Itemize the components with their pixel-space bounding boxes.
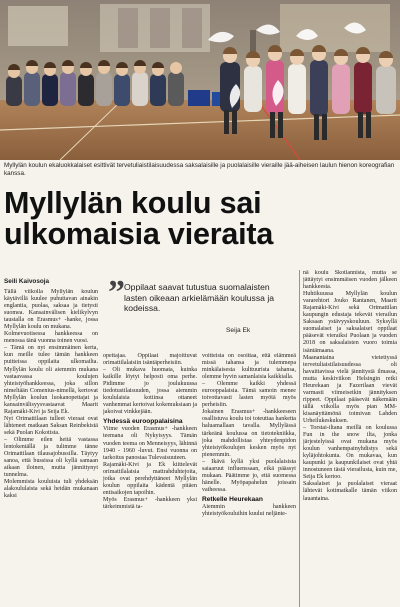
- paragraph: – Tämä on nyt ensimmäinen kerta, kun meille tulee tämän hankkeen puitteissa oppilaita ulkomailta. Myllylän koulu oli aiemmin mukana vastaavassa koulujen yhteistyöhankkeessa, joka sillon nimeltään Comenius-nimellä, kertovat Myllylän koulun luokanopettajat ja kansainvälisyysvastaavat Maarit Rajamäki-Kivi ja Seija Ek.: [4, 345, 98, 415]
- article-column-3: [202, 353, 296, 607]
- paragraph: opettajaa. Oppilaat majoittuvat orimattilalaisiin isäntäperheisiin.: [103, 353, 197, 367]
- paragraph: Nyt Orimattilaan tulleet vieraat ovat lähteneet matkaan Saksan Reinbekistä sekä Puolan Kokotista.: [4, 415, 98, 436]
- paragraph: Saksalaiset ja puolalaiset vieraat lähtevät kotimatkalle tämän viikon lauantaina.: [303, 481, 397, 502]
- paragraph: Myös Erasmus+ -hankkeen yksi tärkeimmistä ta-: [103, 496, 197, 510]
- paragraph: – Torstai-iltana meillä on koulussa Fun in the snow ilta, jonka järjestelyissä ovat mukana myös koulun vanhempainyhdistys sekä kyläjohtokunta. On mukavaa, kun kaupunki ja kaupunkilaiset ovat yhtä innostuneen tästä vierailusta, kuin me, Seija Ek kertoo.: [303, 425, 397, 481]
- paragraph: Kolmevuotisessa hankkeessa on menossa tänä vuonna toinen vuosi.: [4, 331, 98, 345]
- paragraph: – Oli mukava huomata, kuinka kaikille löytyi helposti oma perhe. Pidimme jo joulukuussa tiedotustilaisuuden, jossa aiemmin koululaisia kotiinsa ottaneet vanhemmat kertoivat kokemuksiaan ja jakoivat vinkkejään.: [103, 367, 197, 416]
- article-headline: Myllylän koulu sai ulkomaisia vieraita: [4, 186, 274, 251]
- paragraph: Molemmista kouluista tuli yhdeksän alakoululaista sekä heidän mukanaan kaksi: [4, 479, 98, 500]
- paragraph: Maanantaina vietettyssä tervetuliaistilaisuudessa oli havaittavissa vielä jännitystä ilmassa, mutta keskiviikon Helsingin retki Heurekaan ja Fazerilaan vievät varmasti viimeisetkin jännityksen rippeet. Oppilaat pääsevät näkemään tällä viikolla myös pian MM-kisanäyttämönä toimivan Lahden Urheilukeskuksen.: [303, 354, 397, 424]
- paragraph: Aiemmin hankkeen yhteistyökouluihin kuului neljänte-: [202, 503, 296, 517]
- paragraph: Rajamäki-Kivi ja Ek kiittelevät orimattilalaisia mattrahduhtejoita, jotka ovat perehdyttäneet Myllylän koulun oppilaita kädentä pitäen entisaikojen tapoihin.: [103, 461, 197, 496]
- column-divider: [299, 270, 300, 607]
- photo-caption: Myllylän koulun ekaluokkalaiset esittivät tervetuliaistilaisuudessa saksalaisille ja puolalaisille vieraille jää-aiheisen laulun hienon koreografian kanssa.: [4, 162, 395, 177]
- paragraph: Huhtikuussa Myllylän koulun vararehtori Jouko Rantanen, Maarit Rajamäki-Kivi sekä Orimattilan kaupungin edustaja tekevät vierailun Saksaan ystävyyskouluun. Syksyllä suomalaiset ja saksalaiset oppilaat pääsevät vieraiksi Puolaan ja vuoden 2018 on saksalaisten vuoro toimia isäntämaana.: [303, 291, 397, 354]
- pull-quote-author: Seija Ek: [226, 327, 251, 334]
- paragraph: Viime vuoden Erasmus+ -hankkeen teemana oli Nykyisyys. Tämän vuoden teema on Menneisyys, lähinnä 1940 - 1960 -luvut. Ensi vuonna on tarkoitus panostaa Tulevaisuuteen.: [103, 426, 197, 461]
- paragraph: Jokainen Erasmus+ -hankkeeseen osallistuva koulu toi toteuttaa hanketta haluamallaan tavalla. Myllylässä tärkeänä koulussa on tietotekniikka, joka mahdollistaa yhteydenpidon yhteistyökoulujen kesken myös nyt pienemmin.: [202, 409, 296, 458]
- article-byline: Seili Kaivosoja: [4, 278, 50, 285]
- article-column-4: [303, 270, 397, 607]
- paragraph: – Olemme kaikki yhdessä eurooppalaisia. Tämä samoin menee toivottavasti lasten myötä myös perheisiin.: [202, 381, 296, 409]
- article-photo: [0, 0, 400, 160]
- article-column-2: [103, 353, 197, 607]
- subheading: Retkelle Heurekaan: [202, 495, 263, 503]
- paragraph: voitteista on osoittaa, että elämmeä missä tahansa ja tulemmepa minkälaisesta kulttuurista tahansa, olemme hyvin samanlaisia kaikkialla.: [202, 353, 296, 381]
- paragraph: – Ikävä kyllä yksi puolalaisista saiaaruut influenssaan, eikä päässyt mukaan. Päätimme jo, että suomessa hänelle. Myöpapahelun joissain vaiheessa.: [202, 458, 296, 493]
- pull-quote-text: Oppilaat saavat tutustua suomalaisten lasten oikeaan arkielämään koulussa ja kodeissa.: [124, 282, 275, 314]
- paragraph: Tällä viikolla Myllylän koulun käytävillä kuulee puhuttavan ainakin englantia, puolaa, saksaa ja tietysti suomea. Kansainvälisen kielikylvyn taustalla on Erasmus+ -hanke, jossa Myllylän koulu on mukana.: [4, 289, 98, 331]
- paragraph: nä koulu Skotlannista, mutta se jättäytyi ensimmäisen vuoden jälkeen hankkeesta.: [303, 270, 397, 291]
- article-column-1: [4, 289, 98, 607]
- quote-mark-icon: ”: [108, 274, 125, 311]
- subheading: Yhdessä eurooppalaisina: [103, 418, 183, 426]
- paragraph: – Olimme eilen heitä vastassa lentokentällä ja tulimme tänne Orimattilaan tilausajobussilla. Täytyy sanoa, että bussissa oli kyllä samaan aikaan iloinen, mutta jännittynyt tunnelma.: [4, 436, 98, 479]
